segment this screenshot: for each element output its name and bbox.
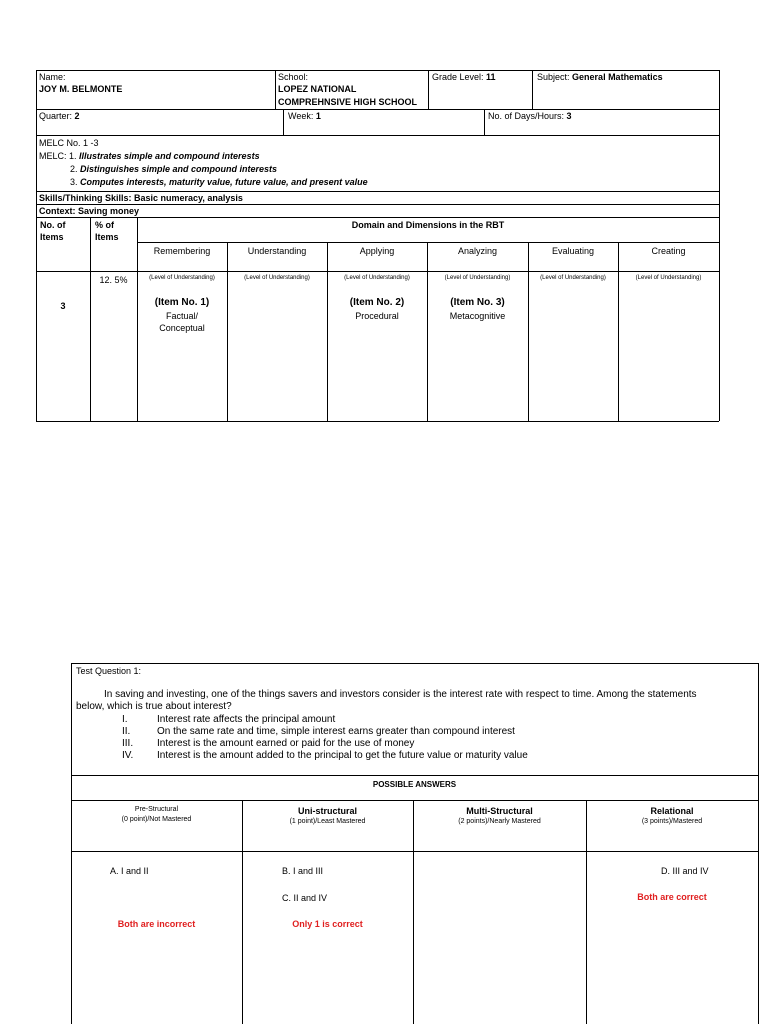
level-applying: Applying [359, 246, 395, 256]
week-value: 1 [315, 111, 321, 121]
analyzing-dim: Metacognitive [449, 311, 506, 321]
applying-dim: Procedural [355, 311, 399, 321]
answer-c: C. II and IV [282, 893, 328, 903]
context: Context: Saving money [39, 206, 140, 216]
level-evaluating: Evaluating [551, 246, 595, 256]
items-value: 3 [60, 301, 66, 311]
lou-remembering: (Level of Understanding) [149, 275, 215, 281]
pre-structural-desc: (0 point)/Not Mastered [121, 816, 192, 823]
lou-evaluating: (Level of Understanding) [540, 275, 606, 281]
rbt-domain-title: Domain and Dimensions in the RBT [351, 220, 505, 230]
level-analyzing: Analyzing [457, 246, 498, 256]
remembering-dim-1: Factual/ [165, 311, 198, 321]
multi-structural-desc: (2 points)/Nearly Mastered [458, 818, 541, 825]
melc-item-3-text: Computes interests, maturity value, future value, and present value [80, 177, 368, 187]
statement-2-text: On the same rate and time, simple interest earns greater than compound interest [157, 726, 515, 737]
relational-desc: (3 points)/Mastered [641, 818, 703, 825]
uni-structural-name: Uni-structural [297, 806, 357, 816]
level-creating: Creating [651, 246, 686, 256]
col-items-line-2: Items [40, 232, 64, 242]
question-stem-2: below, which is true about interest? [76, 701, 232, 712]
pct-value: 12. 5% [99, 275, 128, 285]
statement-1-num: I. [122, 714, 128, 725]
uni-structural-desc: (1 point)/Least Mastered [289, 818, 366, 825]
quarter-value: 2 [74, 111, 80, 121]
remembering-item: (Item No. 1) [154, 297, 210, 308]
melc-prefix: MELC: 1. [39, 151, 77, 161]
name-label: Name: [39, 72, 66, 82]
grade-level [432, 71, 496, 83]
relational-name: Relational [650, 806, 694, 816]
possible-answers-title: POSSIBLE ANSWERS [372, 780, 457, 789]
col-items-line-1: No. of [40, 220, 66, 230]
subject-label: Subject: [537, 72, 570, 82]
name-value: JOY M. BELMONTE [39, 84, 123, 94]
note-uni-structural: Only 1 is correct [292, 919, 363, 929]
school-line-1: LOPEZ NATIONAL [278, 84, 357, 94]
subject [537, 71, 663, 83]
col-pct-line-1: % of [95, 220, 114, 230]
subject-value: General Mathematics [572, 72, 663, 82]
statement-4-text: Interest is the amount added to the principal to get the future value or maturity value [157, 750, 528, 761]
melc-item-1-text: Illustrates simple and compound interests [79, 151, 260, 161]
statement-1-text: Interest rate affects the principal amount [157, 714, 336, 725]
days-label: No. of Days/Hours: [488, 111, 565, 121]
melc-num-3: 3. [70, 177, 78, 187]
answer-d: D. III and IV [661, 866, 709, 876]
week-label: Week: [288, 111, 314, 121]
melc-item-1 [39, 150, 260, 162]
level-understanding: Understanding [247, 246, 307, 256]
statement-3-text: Interest is the amount earned or paid for the use of money [157, 738, 415, 749]
school-line-2: COMPREHNSIVE HIGH SCHOOL [278, 97, 418, 107]
remembering-dim-2: Conceptual [159, 323, 205, 333]
quarter-label: Quarter: [39, 111, 73, 121]
week [288, 110, 321, 122]
analyzing-item: (Item No. 3) [450, 297, 505, 308]
note-pre-structural: Both are incorrect [117, 919, 196, 929]
applying-item: (Item No. 2) [349, 297, 405, 308]
question-stem-1: In saving and investing, one of the things savers and investors consider is the interest rate with respect to time. Among the statements [104, 689, 697, 700]
col-pct-line-2: Items [95, 232, 119, 242]
lou-applying: (Level of Understanding) [344, 275, 410, 281]
level-remembering: Remembering [153, 246, 211, 256]
quarter [39, 110, 80, 122]
grade-label: Grade Level: [432, 72, 484, 82]
melc-number: MELC No. 1 -3 [39, 138, 99, 148]
melc-item-2 [70, 163, 277, 175]
statement-4-num: IV. [122, 750, 134, 761]
statement-2-num: II. [122, 726, 131, 737]
grade-value: 11 [486, 72, 496, 82]
lou-creating: (Level of Understanding) [635, 275, 702, 281]
answer-a: A. I and II [110, 866, 149, 876]
lou-analyzing: (Level of Understanding) [444, 275, 511, 281]
pre-structural-name: Pre-Structural [134, 806, 179, 813]
melc-num-2: 2. [70, 164, 78, 174]
lou-understanding: (Level of Understanding) [244, 275, 310, 281]
melc-item-2-text: Distinguishes simple and compound interests [80, 164, 278, 174]
statement-3-num: III. [122, 738, 134, 749]
skills: Skills/Thinking Skills: Basic numeracy, analysis [39, 193, 243, 203]
melc-item-3 [70, 176, 368, 188]
answer-b: B. I and III [282, 866, 324, 876]
days-hours [488, 110, 572, 122]
note-relational: Both are correct [637, 892, 707, 902]
days-value: 3 [566, 111, 572, 121]
question-title: Test Question 1: [76, 666, 142, 676]
school-label: School: [278, 72, 309, 82]
multi-structural-name: Multi-Structural [466, 806, 533, 816]
